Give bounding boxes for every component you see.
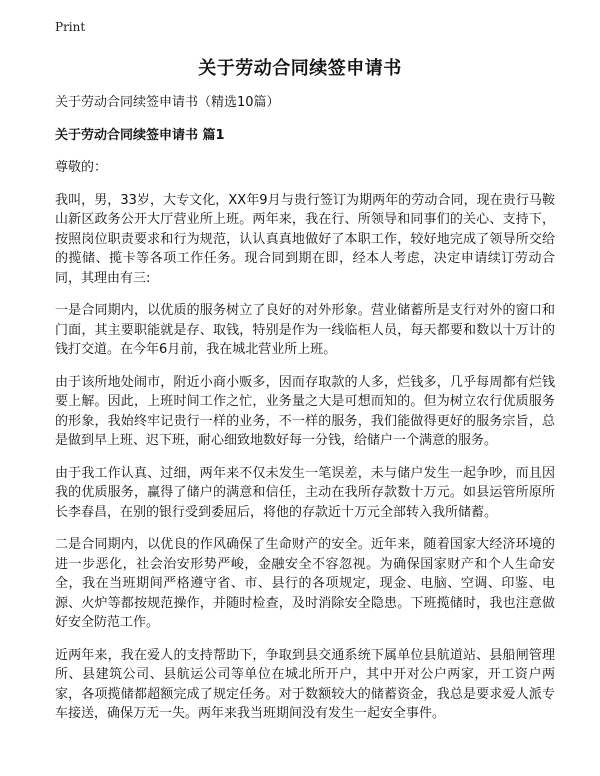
document-body bbox=[55, 93, 555, 737]
print-link[interactable]: Print bbox=[55, 20, 86, 34]
body-paragraph: 近两年来，我在爱人的支持帮助下，争取到县交通系统下属单位县航道站、县船闸管理所、县建筑公司、县航运公司等单位在城北所开户，其中开对公户两家，开工资户两家，各项揽储都超额完成了规定任务。对于数额较大的储蓄资金，我总是要求爱人派专车接送，确保万无一失。两年来我当班期间没有发生一起安全事件。 bbox=[55, 647, 555, 721]
body-paragraph: 一是合同期内，以优质的服务树立了良好的对外形象。营业储蓄所是支行对外的窗口和门面，其主要职能就是存、取钱，特别是作为一线临柜人员，每天都要和数以十万计的钱打交道。在今年6月前，我在城北营业所上班。 bbox=[55, 303, 555, 357]
body-paragraph: 我叫，男，33岁，大专文化，XX年9月与贵行签订为期两年的劳动合同，现在贵行马鞍山新区政务公开大厅营业所上班。两年来，我在行、所领导和同事们的关心、支持下，按照岗位职责要求和行为规范，认认真真地做好了本职工作，较好地完成了领导所交给的揽储、揽卡等各项工作任务。现合同到期在即，经本人考虑，决定申请续订劳动合同，其理由有三: bbox=[55, 192, 555, 286]
body-paragraph: 由于该所地处闹市，附近小商小贩多，因而存取款的人多，烂钱多，几乎每周都有烂钱要上解。因此，上班时间工作之忙，业务量之大是可想而知的。但为树立农行优质服务的形象，我始终牢记贵行一样的业务，不一样的服务，我们能做得更好的服务宗旨，总是做到早上班、迟下班，耐心细致地数好每一分钱，给储户一个满意的服务。 bbox=[55, 374, 555, 448]
document-subtitle: 关于劳动合同续签申请书（精选10篇） bbox=[55, 95, 280, 110]
page-title: 关于劳动合同续签申请书 bbox=[198, 58, 402, 79]
body-paragraph: 由于我工作认真、过细，两年来不仅未发生一笔误差，未与储户发生一起争吵，而且因我的优质服务，赢得了储户的满意和信任，主动在我所存款数十万元。如县运管所原所长李春昌，在别的银行受到委屈后，将他的存款近十万元全部转入我所储蓄。 bbox=[55, 465, 555, 520]
section-heading: 关于劳动合同续签申请书 篇1 bbox=[55, 127, 225, 143]
greeting: 尊敬的： bbox=[55, 160, 108, 175]
body-paragraph: 二是合同期内，以优良的作风确保了生命财产的安全。近年来，随着国家大经济环境的进一步恶化，社会治安形势严峻，金融安全不容忽视。为确保国家财产和个人生命安全，我在当班期间严格遵守省、市、县行的各项规定，现金、电脑、空调、印鉴、电源、火炉等都按规范操作，并随时检查，及时消除安全隐患。下班揽储时，我也注意做好安全防范工作。 bbox=[55, 537, 555, 630]
